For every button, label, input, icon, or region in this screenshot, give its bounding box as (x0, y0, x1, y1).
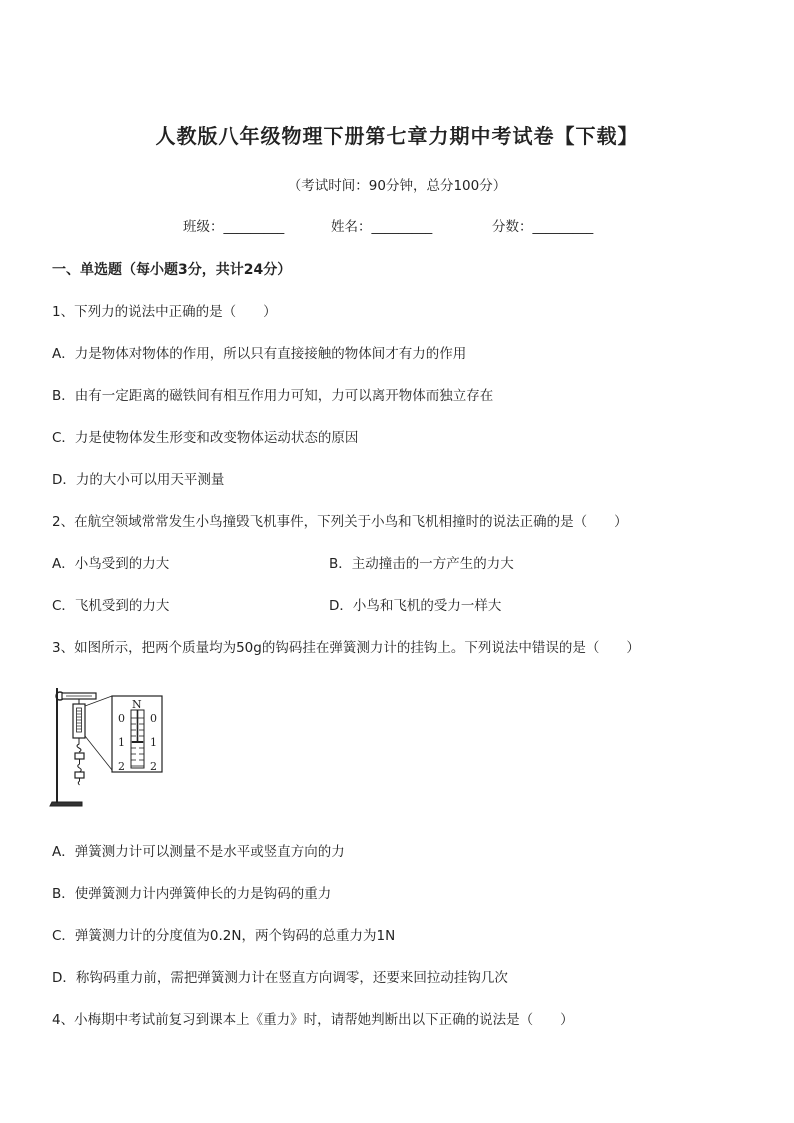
dial-left-tick-1: 1 (118, 736, 125, 749)
spring-scale-figure (46, 680, 170, 812)
question-1-option-c: C．力是使物体发生形变和改变物体运动状态的原因 (52, 430, 359, 446)
question-3-option-a: A．弹簧测力计可以测量不是水平或竖直方向的力 (52, 844, 345, 860)
page-title: 人教版八年级物理下册第七章力期中考试卷【下载】 (155, 124, 639, 148)
score-field: 分数：_________ (492, 219, 594, 235)
question-3-option-b: B．使弹簧测力计内弹簧伸长的力是钩码的重力 (52, 886, 332, 902)
question-3-option-d: D．称钩码重力前，需把弹簧测力计在竖直方向调零，还要来回拉动挂钩几次 (52, 970, 508, 986)
question-3-stem: 3、如图所示，把两个质量均为50g的钩码挂在弹簧测力计的挂钩上。下列说法中错误的是（ ） (52, 640, 640, 656)
name-field: 姓名：_________ (331, 219, 433, 235)
dial-left-tick-2: 2 (118, 760, 125, 773)
dial-right-tick-0: 0 (150, 712, 157, 725)
question-1-option-a: A．力是物体对物体的作用，所以只有直接接触的物体间才有力的作用 (52, 346, 467, 362)
question-2-option-b: B．主动撞击的一方产生的力大 (329, 556, 514, 572)
hook-weight-2 (75, 772, 84, 778)
question-1-stem: 1、下列力的说法中正确的是（ ） (52, 304, 277, 320)
class-field: 班级：_________ (183, 219, 285, 235)
question-2-option-a: A．小鸟受到的力大 (52, 556, 170, 572)
dial-unit-label: N (132, 698, 142, 711)
section-heading: 一、单选题（每小题3分，共计24分） (52, 262, 292, 278)
question-2-stem: 2、在航空领域常常发生小鸟撞毁飞机事件，下列关于小鸟和飞机相撞时的说法正确的是（ ） (52, 514, 628, 530)
question-1-option-d: D．力的大小可以用天平测量 (52, 472, 225, 488)
question-2-option-c: C．飞机受到的力大 (52, 598, 170, 614)
stand-base (50, 802, 82, 806)
dial-right-tick-2: 2 (150, 760, 157, 773)
hook-weight-1 (75, 753, 84, 759)
question-4-stem: 4、小梅期中考试前复习到课本上《重力》时，请帮她判断出以下正确的说法是（ ） (52, 1012, 574, 1028)
question-1-option-b: B．由有一定距离的磁铁间有相互作用力可知，力可以离开物体而独立存在 (52, 388, 494, 404)
dial-left-tick-0: 0 (118, 712, 125, 725)
dial-right-tick-1: 1 (150, 736, 157, 749)
question-3-option-c: C．弹簧测力计的分度值为0.2N，两个钩码的总重力为1N (52, 928, 396, 944)
question-2-option-d: D．小鸟和飞机的受力一样大 (329, 598, 502, 614)
exam-time-note: （考试时间：90分钟，总分100分） (287, 178, 507, 194)
